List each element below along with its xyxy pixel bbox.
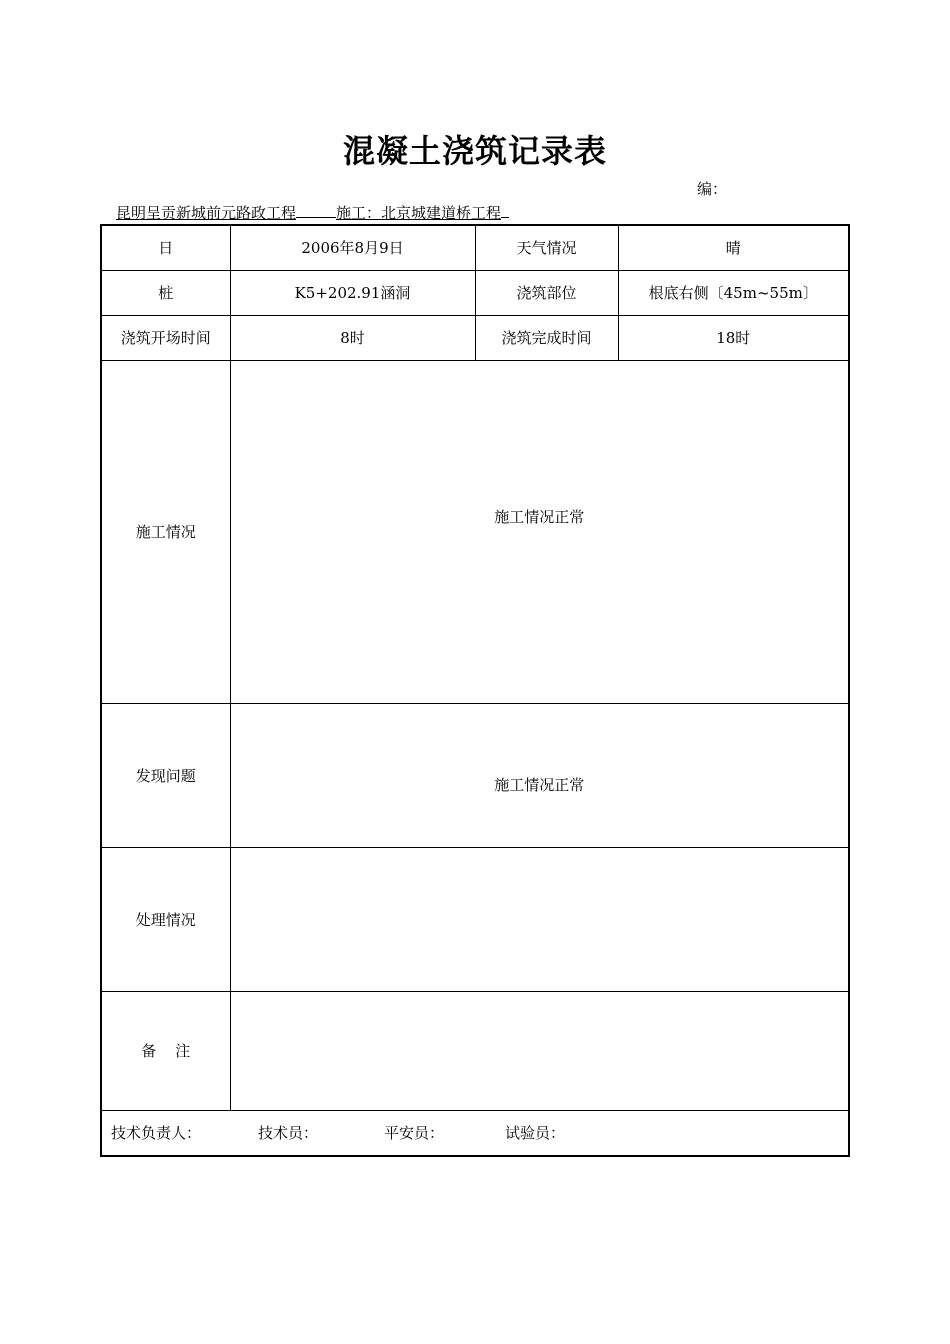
issues-label: 发现问题 [101, 703, 230, 847]
weather-value[interactable]: 晴 [618, 225, 849, 270]
underline-tail [501, 203, 509, 218]
contractor-name: 施工：北京城建道桥工程 [336, 204, 502, 222]
start-time-value[interactable]: 8时 [230, 315, 475, 360]
table-row [101, 270, 849, 315]
station-label: 桩 [101, 270, 230, 315]
handling-value[interactable] [230, 847, 849, 991]
handling-label: 处理情况 [101, 847, 230, 991]
table-row [101, 991, 849, 1110]
page-title: 混凝土浇筑记录表 [342, 132, 607, 170]
underline-gap [296, 203, 336, 218]
project-name: 昆明呈贡新城前元路政工程 [116, 204, 297, 222]
start-time-label: 浇筑开场时间 [101, 315, 230, 360]
issues-value: 施工情况正常 [494, 775, 585, 794]
table-row [101, 703, 849, 847]
table-row [101, 225, 849, 270]
pour-part-value[interactable]: 根底右侧〔45m~55m〕 [618, 270, 849, 315]
pour-record-table [100, 224, 850, 1157]
safety-officer-label: 平安员： [384, 1124, 445, 1143]
pour-part-label: 浇筑部位 [475, 270, 618, 315]
project-info-line [116, 202, 509, 223]
construction-cell[interactable] [230, 360, 849, 703]
date-label: 日 [101, 225, 230, 270]
date-value[interactable]: 2006年8月9日 [230, 225, 475, 270]
table-row [101, 1110, 849, 1156]
tester-label: 试验员： [505, 1124, 566, 1143]
tech-lead-label: 技术负责人： [111, 1124, 202, 1143]
serial-number-label: 编： [697, 180, 728, 198]
table-row [101, 847, 849, 991]
remarks-label: 备 注 [101, 991, 230, 1110]
table-row [101, 360, 849, 703]
construction-value: 施工情况正常 [494, 508, 585, 526]
table-row [101, 315, 849, 360]
construction-label: 施工情况 [101, 360, 230, 703]
signature-row [101, 1110, 849, 1156]
remarks-value[interactable] [230, 991, 849, 1110]
end-time-value[interactable]: 18时 [618, 315, 849, 360]
weather-label: 天气情况 [475, 225, 618, 270]
station-value[interactable]: K5+202.91涵洞 [230, 270, 475, 315]
issues-cell[interactable] [230, 703, 849, 847]
end-time-label: 浇筑完成时间 [475, 315, 618, 360]
technician-label: 技术员： [258, 1124, 319, 1143]
